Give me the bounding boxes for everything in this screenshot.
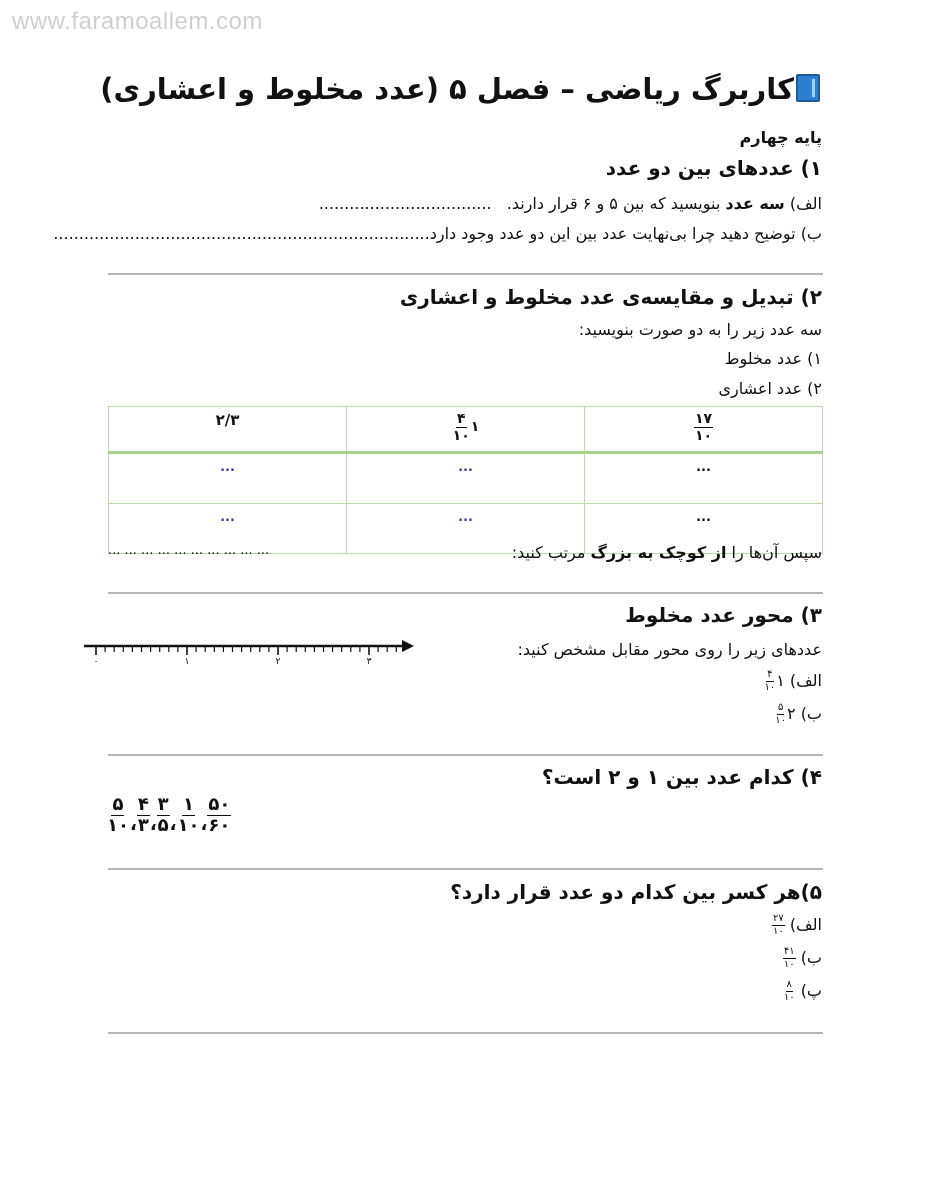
q2-sort-instruction: سپس آن‌ها را از کوچک به بزرگ مرتب کنید: bbox=[511, 543, 822, 562]
mixed-number: ۱ $\frac{۴}{۱۰}$ bbox=[452, 410, 480, 444]
section-divider bbox=[108, 868, 823, 870]
conversion-table bbox=[108, 406, 823, 554]
q5-part-b: ب) $\frac{۴۱}{۱۰}$ bbox=[783, 946, 822, 970]
q1-a-answer-blank[interactable]: .................................. bbox=[318, 194, 492, 213]
q1-a-text: بنویسید که بین ۵ و ۶ قرار دارند. bbox=[506, 194, 726, 213]
axis-label: ۰ bbox=[93, 657, 99, 667]
q1-part-a bbox=[319, 194, 822, 213]
table-cell[interactable]: ... bbox=[109, 453, 347, 504]
axis-label: ۲ bbox=[275, 657, 281, 667]
option-fraction[interactable]: $\frac{۴}{۳}$ bbox=[137, 794, 149, 836]
section-divider bbox=[108, 592, 823, 594]
table-header-cell bbox=[347, 407, 585, 453]
table-cell[interactable]: ... bbox=[585, 453, 823, 504]
fraction: $\frac{۴}{۱۰}$ bbox=[452, 410, 470, 444]
grade-label: پایه چهارم bbox=[739, 128, 822, 147]
page-title bbox=[100, 72, 820, 106]
table-cell[interactable]: ... bbox=[347, 504, 585, 554]
q1-a-bold: سه عدد bbox=[725, 194, 785, 213]
fraction: $\frac{۲۷}{۱۰}$ bbox=[773, 913, 784, 937]
q5-heading: ۵)هر کسر بین کدام دو عدد قرار دارد؟ bbox=[450, 880, 822, 904]
fraction: $\frac{۱۷}{۱۰}$ bbox=[694, 410, 713, 444]
book-icon bbox=[796, 74, 820, 102]
section-divider bbox=[108, 754, 823, 756]
q4-heading: ۴) کدام عدد بین ۱ و ۲ است؟ bbox=[541, 765, 822, 789]
q2-intro: سه عدد زیر را به دو صورت بنویسید: bbox=[578, 320, 822, 339]
table-row bbox=[109, 453, 823, 504]
number-line bbox=[80, 632, 420, 672]
arrow-head-icon bbox=[402, 640, 414, 652]
fraction: $\frac{۴۱}{۱۰}$ bbox=[783, 946, 795, 970]
table-cell[interactable]: ... bbox=[585, 504, 823, 554]
q1-heading: ۱) عددهای بین دو عدد bbox=[605, 156, 822, 180]
q2-item-2: ۲) عدد اعشاری bbox=[718, 379, 822, 398]
table-header-row bbox=[109, 407, 823, 453]
q2-heading: ۲) تبدیل و مقایسه‌ی عدد مخلوط و اعشاری bbox=[399, 285, 822, 309]
number-line-ticks bbox=[96, 646, 396, 655]
fraction: $\frac{۵}{۱۰}$ bbox=[775, 702, 786, 726]
table-cell[interactable]: ... bbox=[347, 453, 585, 504]
q3-intro: عددهای زیر را روی محور مقابل مشخص کنید: bbox=[517, 640, 822, 659]
axis-label: ۱ bbox=[184, 657, 190, 667]
q3-heading: ۳) محور عدد مخلوط bbox=[625, 603, 822, 627]
q4-options: $\frac{۵}{۱۰}$ ، $\frac{۴}{۳}$ ، $\frac{۳}{۵}$ ، $\frac{۱}{۱۰}$ ، $\frac{۵۰}{۶۰}$ bbox=[107, 794, 231, 836]
fraction: $\frac{۴}{۱۰}$ bbox=[764, 669, 776, 693]
q1-a-label: الف) bbox=[789, 194, 822, 213]
axis-label: ۳ bbox=[366, 657, 372, 667]
section-divider bbox=[108, 1032, 823, 1034]
title-text: کاربرگ ریاضی – فصل ۵ (عدد مخلوط و اعشاری) bbox=[100, 72, 794, 106]
section-divider bbox=[108, 273, 823, 275]
q1-part-b bbox=[53, 224, 822, 243]
table-header-cell bbox=[585, 407, 823, 453]
number-line-labels bbox=[94, 657, 372, 667]
option-fraction[interactable]: $\frac{۳}{۵}$ bbox=[157, 794, 169, 836]
option-fraction[interactable]: $\frac{۱}{۱۰}$ bbox=[177, 794, 200, 836]
q3-part-b: ب) ۲ $\frac{۵}{۱۰}$ bbox=[775, 702, 822, 726]
q2-item-1: ۱) عدد مخلوط bbox=[724, 349, 822, 368]
q1-b-text: ب) توضیح دهید چرا بی‌نهایت عدد بین این دو عدد وجود دارد. bbox=[424, 224, 822, 243]
watermark: www.faramoallem.com bbox=[12, 8, 263, 35]
q5-part-a: الف) $\frac{۲۷}{۱۰}$ bbox=[773, 913, 822, 937]
q2-sort-answer-blank[interactable]: ... ... ... ... ... ... ... ... ... ... bbox=[108, 543, 270, 558]
q1-b-answer-blank[interactable]: ......................................................................... bbox=[53, 224, 425, 243]
q3-part-a: الف) ۱ $\frac{۴}{۱۰}$ bbox=[764, 669, 822, 693]
table-cell[interactable]: ... bbox=[109, 504, 347, 554]
option-fraction[interactable]: $\frac{۵۰}{۶۰}$ bbox=[208, 794, 231, 836]
q5-part-c: پ) $\frac{۸}{۱۰}$ bbox=[783, 979, 822, 1003]
table-header-cell: ۲/۳ bbox=[109, 407, 347, 453]
fraction: $\frac{۸}{۱۰}$ bbox=[783, 979, 795, 1003]
option-fraction[interactable]: $\frac{۵}{۱۰}$ bbox=[107, 794, 129, 836]
